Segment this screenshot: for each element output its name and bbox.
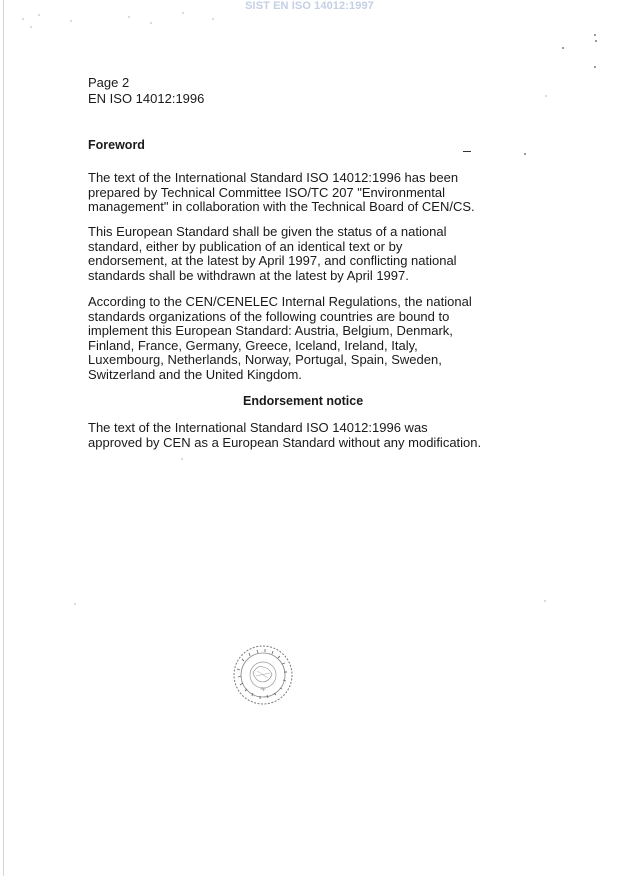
scan-speck (595, 40, 597, 42)
scan-speck (150, 22, 152, 24)
scan-speck (70, 20, 72, 22)
scan-speck (38, 14, 40, 16)
scan-speck (562, 47, 564, 49)
scan-speck (594, 34, 596, 36)
page-number: Page 2 (88, 75, 130, 90)
text-line: implement this European Standard: Austria, Belgium, Denmark, (88, 323, 453, 338)
scan-speck (128, 16, 130, 18)
text-line: standards organizations of the following countries are bound to (88, 308, 450, 324)
text-line: The text of the International Standard ISO 14012:1996 has been (88, 170, 459, 185)
official-stamp-seal (229, 643, 297, 707)
text-line: standard, either by publication of an identical text or by (88, 238, 403, 254)
text-line: Switzerland and the United Kingdom. (88, 366, 302, 382)
foreword-paragraph-2 (88, 225, 528, 283)
watermark-text: SIST EN ISO 14012:1997 (245, 0, 374, 12)
scan-speck (212, 18, 214, 20)
page-edge-line (3, 0, 4, 876)
foreword-paragraph-3 (88, 295, 528, 382)
text-line: Finland, France, Germany, Greece, Iceland, Ireland, Italy, (88, 337, 418, 353)
text-line: Luxembourg, Netherlands, Norway, Portugal, Spain, Sweden, (88, 352, 442, 367)
text-line: This European Standard shall be given the status of a national (88, 224, 447, 239)
page-header (88, 75, 204, 107)
scan-speck (30, 26, 32, 28)
scan-speck (74, 603, 76, 605)
text-line: approved by CEN as a European Standard without any modification. (88, 434, 482, 450)
foreword-heading: Foreword (88, 138, 145, 152)
scan-speck (182, 12, 184, 14)
scan-speck (545, 95, 547, 97)
foreword-paragraph-1 (88, 171, 528, 215)
text-line: The text of the International Standard ISO 14012:1996 was (88, 420, 428, 435)
endorsement-paragraph (88, 421, 528, 450)
text-line: standards shall be withdrawn at the latest by April 1997. (88, 267, 409, 283)
document-id: EN ISO 14012:1996 (88, 91, 205, 106)
scan-speck (524, 153, 526, 155)
text-line: According to the CEN/CENELEC Internal Regulations, the national (88, 294, 472, 309)
endorsement-heading: Endorsement notice (243, 394, 364, 408)
scan-speck (594, 66, 596, 68)
scan-speck (181, 458, 183, 460)
text-line: endorsement, at the latest by April 1997, and conflicting national (88, 253, 457, 268)
scan-dash (463, 151, 471, 152)
scan-speck (544, 600, 546, 602)
text-line: prepared by Technical Committee ISO/TC 207 "Environmental (88, 184, 445, 200)
scan-speck (22, 18, 24, 20)
text-line: management" in collaboration with the Technical Board of CEN/CS. (88, 199, 475, 214)
